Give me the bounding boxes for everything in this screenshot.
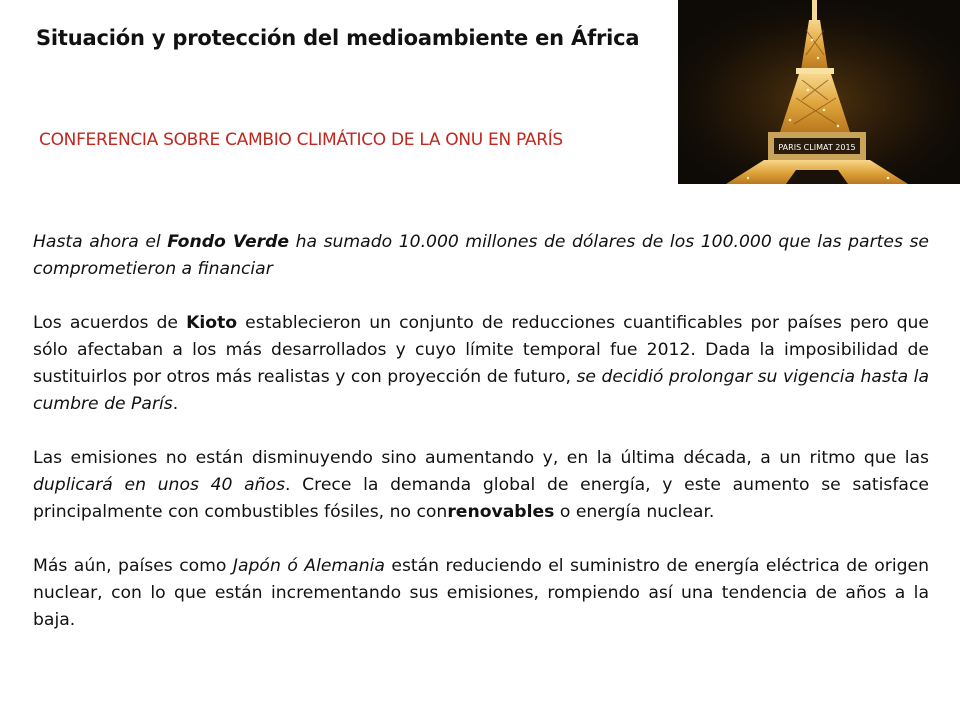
paragraph-emisiones [33,445,929,526]
p2-text-1: Los acuerdos de [33,313,187,333]
slide-subtitle: CONFERENCIA SOBRE CAMBIO CLIMÁTICO DE LA ONU EN PARÍS [39,130,563,150]
tower-sign-text: PARIS CLIMAT 2015 [778,143,856,152]
p1-fondo-verde-bold: Fondo Verde [167,232,290,252]
paragraph-kioto [33,310,929,418]
p2-text-3: establecieron un conjunto de reducciones cuantificables por países pero que sólo afectaban a los más desarrollados y cuyo límite temporal fue 2012. Dada la imposibilidad de sustituirlos por otros más realistas y con proyección de futuro, [33,313,930,387]
body-text [33,229,929,634]
p2-vigencia-italic: se decidió prolongar su vigencia hasta la cumbre de París [33,367,929,414]
paragraph-fondo-verde [33,229,929,283]
p3-text-5: o energía nuclear. [554,502,715,522]
p3-renovables-bold: renovables [447,502,555,522]
p3-text-1: Las emisiones no están disminuyendo sino aumentando y, en la última década, a un ritmo que las [33,448,929,468]
eiffel-tower-illustration [678,0,960,184]
p1-text-1: Hasta ahora el [33,232,168,252]
slide-title: Situación y protección del medioambiente en África [36,26,640,50]
p2-kioto-bold: Kioto [186,313,238,333]
p4-text-1: Más aún, países como [33,556,233,576]
p3-text-3: . Crece la demanda global de energía, y este aumento se satisface principalmente con combustibles fósiles, no con [33,475,929,522]
p2-text-5: . [172,394,179,414]
p4-text-3: están reduciendo el suministro de energía eléctrica de origen nuclear, con lo que están incrementando sus emisiones, rompiendo así una tendencia de años a la baja. [33,556,929,630]
eiffel-tower-photo [678,0,960,184]
p3-duplicara-italic: duplicará en unos 40 años [33,475,286,495]
paragraph-japon-alemania [33,553,929,634]
p1-text-3: ha sumado 10.000 millones de dólares de los 100.000 que las partes se comprometieron a financiar [33,232,929,279]
p4-countries-italic: Japón ó Alemania [232,556,385,576]
